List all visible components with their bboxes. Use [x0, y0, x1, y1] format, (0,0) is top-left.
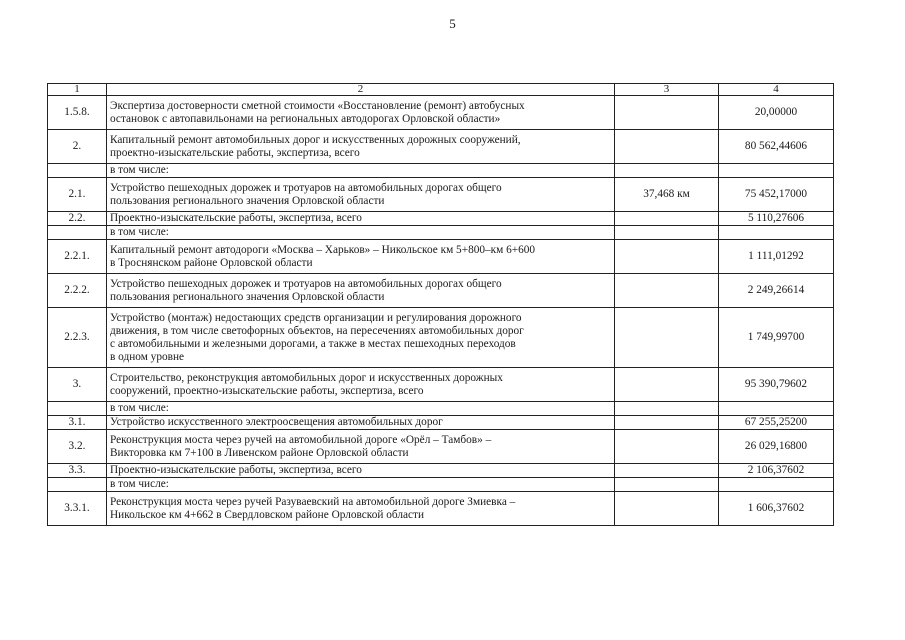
row-description: в том числе:: [110, 478, 169, 490]
row-quantity: [615, 226, 719, 240]
row-number: 3.: [48, 368, 107, 402]
row-description-cell: [107, 130, 615, 164]
row-quantity: [615, 402, 719, 416]
table-row: [48, 178, 834, 212]
row-description-cell: [107, 178, 615, 212]
row-quantity: [615, 240, 719, 274]
row-quantity: [615, 416, 719, 430]
row-description-cell: [107, 212, 615, 226]
table-row: [48, 240, 834, 274]
row-amount: 20,00000: [719, 96, 834, 130]
row-number: 3.3.: [48, 464, 107, 478]
row-quantity: [615, 478, 719, 492]
row-description-cell: [107, 416, 615, 430]
row-quantity: [615, 130, 719, 164]
row-description: Проектно-изыскательские работы, экспертиза, всего: [110, 212, 362, 224]
row-description: в том числе:: [110, 402, 169, 414]
table-row: [48, 212, 834, 226]
row-amount: [719, 478, 834, 492]
table-row: [48, 274, 834, 308]
row-amount: 2 249,26614: [719, 274, 834, 308]
header-col-1: 1: [48, 84, 107, 96]
row-description: в том числе:: [110, 164, 169, 176]
row-description: Проектно-изыскательские работы, экспертиза, всего: [110, 464, 362, 476]
row-amount: [719, 164, 834, 178]
row-quantity: 37,468 км: [615, 178, 719, 212]
header-col-2: 2: [107, 84, 615, 96]
table-row: [48, 226, 834, 240]
row-number: [48, 164, 107, 178]
row-number: [48, 402, 107, 416]
row-amount: 1 749,99700: [719, 308, 834, 368]
page-number: 5: [449, 16, 456, 31]
row-amount: 1 606,37602: [719, 492, 834, 526]
row-amount: 1 111,01292: [719, 240, 834, 274]
row-description-cell: [107, 274, 615, 308]
budget-table: [47, 83, 834, 526]
row-number: [48, 478, 107, 492]
row-number: 2.2.: [48, 212, 107, 226]
row-number: 3.3.1.: [48, 492, 107, 526]
table-row: [48, 96, 834, 130]
row-quantity: [615, 430, 719, 464]
header-col-4: 4: [719, 84, 834, 96]
row-quantity: [615, 308, 719, 368]
row-amount: 80 562,44606: [719, 130, 834, 164]
row-number: 2.2.3.: [48, 308, 107, 368]
row-amount: 75 452,17000: [719, 178, 834, 212]
row-quantity: [615, 212, 719, 226]
table-row: [48, 130, 834, 164]
table-row: [48, 492, 834, 526]
row-number: 2.: [48, 130, 107, 164]
row-number: 2.1.: [48, 178, 107, 212]
row-number: 3.1.: [48, 416, 107, 430]
table-row: [48, 164, 834, 178]
row-description: Реконструкция моста через ручей на автомобильной дороге «Орёл – Тамбов» – Викторовка км 7+100 в Ливенском районе Орловской области: [110, 433, 492, 459]
row-number: 3.2.: [48, 430, 107, 464]
row-amount: [719, 402, 834, 416]
row-description-cell: [107, 164, 615, 178]
header-col-3: 3: [615, 84, 719, 96]
row-description-cell: [107, 464, 615, 478]
row-description-cell: [107, 226, 615, 240]
row-description: Строительство, реконструкция автомобильных дорог и искусственных дорожных сооружений, проектно-изыскательские работы, экспертиза, всего: [110, 371, 503, 397]
row-description-cell: [107, 478, 615, 492]
table-header-row: [48, 84, 834, 96]
row-description: Устройство искусственного электроосвещения автомобильных дорог: [110, 416, 443, 428]
table-row: [48, 430, 834, 464]
row-quantity: [615, 96, 719, 130]
table-row: [48, 416, 834, 430]
row-description-cell: [107, 308, 615, 368]
row-quantity: [615, 492, 719, 526]
row-number: 2.2.1.: [48, 240, 107, 274]
row-description: Капитальный ремонт автодороги «Москва – Харьков» – Никольское км 5+800–км 6+600 в Троснянском районе Орловской области: [110, 243, 536, 269]
row-description: в том числе:: [110, 226, 169, 238]
row-description: Устройство (монтаж) недостающих средств организации и регулирования дорожного движения, в том числе светофорных объектов, на пересечениях автомобильных дорог с автомобильными и железными дорогами, а также в местах пешеходных переходов в одном уровне: [110, 311, 524, 363]
row-quantity: [615, 368, 719, 402]
row-quantity: [615, 164, 719, 178]
row-description-cell: [107, 240, 615, 274]
row-description-cell: [107, 430, 615, 464]
row-amount: 26 029,16800: [719, 430, 834, 464]
row-amount: 2 106,37602: [719, 464, 834, 478]
table-row: [48, 402, 834, 416]
row-amount: [719, 226, 834, 240]
row-description-cell: [107, 368, 615, 402]
row-number: [48, 226, 107, 240]
row-amount: 95 390,79602: [719, 368, 834, 402]
row-description: Устройство пешеходных дорожек и тротуаров на автомобильных дорогах общего пользования регионального значения Орловской области: [110, 277, 502, 303]
table-row: [48, 308, 834, 368]
row-description-cell: [107, 96, 615, 130]
row-description: Экспертиза достоверности сметной стоимости «Восстановление (ремонт) автобусных остановок с автопавильонами на региональных автодорогах Орловской области»: [110, 99, 525, 125]
row-quantity: [615, 274, 719, 308]
table-row: [48, 478, 834, 492]
row-amount: 67 255,25200: [719, 416, 834, 430]
table-row: [48, 464, 834, 478]
row-description-cell: [107, 492, 615, 526]
table-row: [48, 368, 834, 402]
row-description: Капитальный ремонт автомобильных дорог и искусственных дорожных сооружений, проектно-изыскательские работы, экспертиза, всего: [110, 133, 521, 159]
row-number: 1.5.8.: [48, 96, 107, 130]
row-quantity: [615, 464, 719, 478]
row-description-cell: [107, 402, 615, 416]
row-number: 2.2.2.: [48, 274, 107, 308]
row-description: Устройство пешеходных дорожек и тротуаров на автомобильных дорогах общего пользования регионального значения Орловской области: [110, 181, 502, 207]
row-description: Реконструкция моста через ручей Разуваевский на автомобильной дороге Змиевка – Никольское км 4+662 в Свердловском районе Орловской области: [110, 495, 516, 521]
row-amount: 5 110,27606: [719, 212, 834, 226]
